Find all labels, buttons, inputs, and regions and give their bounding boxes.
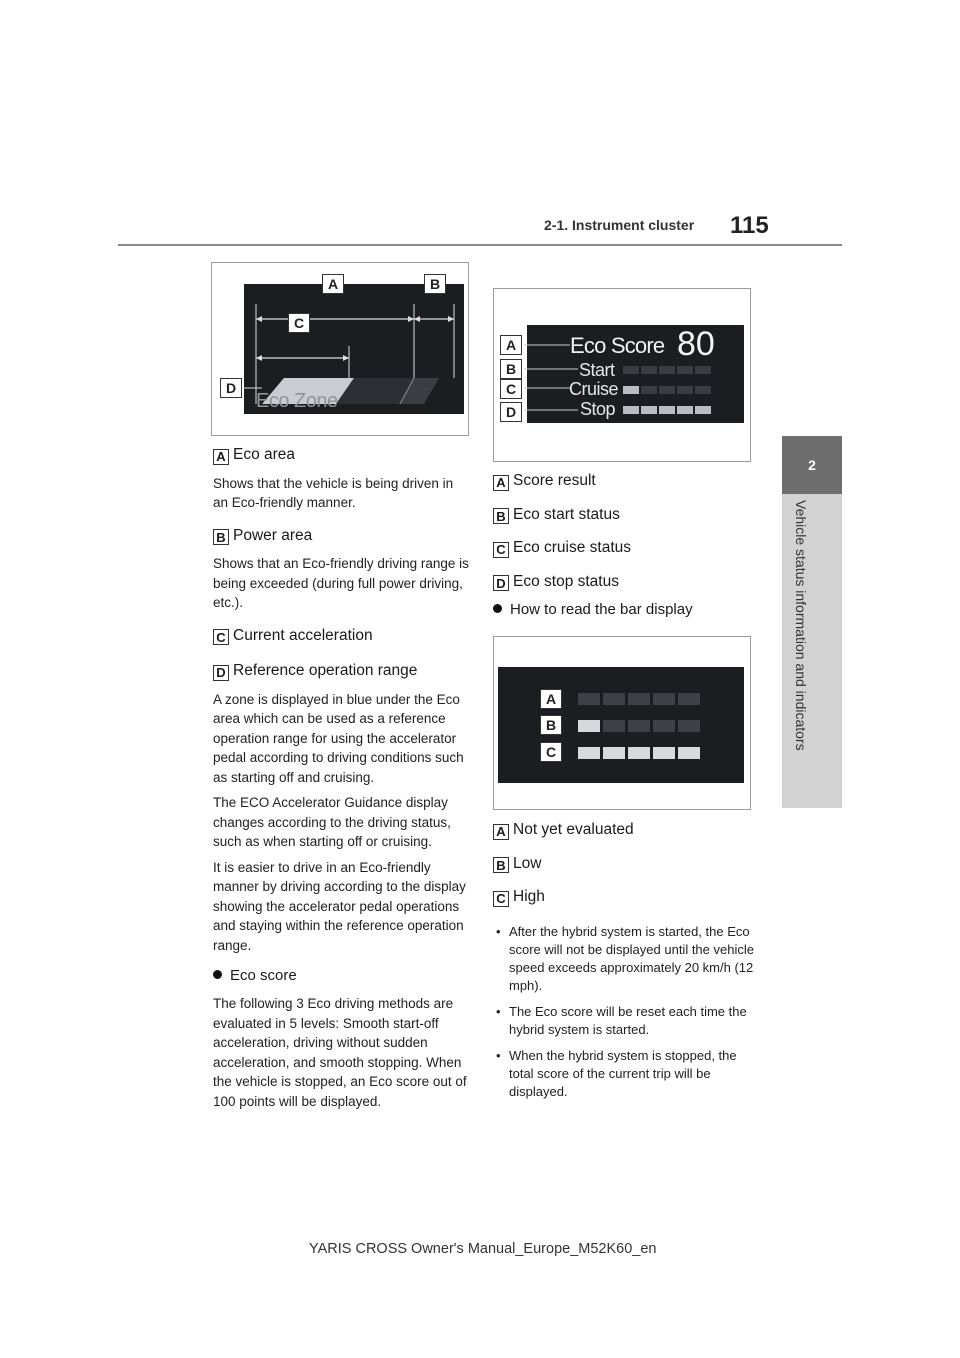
tag-c: C (493, 891, 509, 907)
item-high (493, 888, 755, 907)
eco-zone-screen-text: Eco Zone (256, 390, 338, 412)
fig2-label-d: D (500, 402, 522, 422)
level-segment (578, 720, 600, 732)
level-segment (678, 693, 700, 705)
item-body (213, 690, 469, 956)
item-not-evaluated (493, 821, 755, 840)
item-current-acceleration (213, 627, 469, 646)
level-segment (678, 720, 700, 732)
row-start-label: Start (579, 360, 615, 380)
level-segment (678, 747, 700, 759)
item-title: Reference operation range (233, 662, 418, 679)
level-segment (628, 720, 650, 732)
item-title: Eco cruise status (513, 539, 632, 556)
paragraph: The ECO Accelerator Guidance display changes according to the driving status, such as when starting off or cruising. (213, 795, 451, 849)
level-segment (628, 693, 650, 705)
row-cruise-label: Cruise (569, 379, 619, 399)
level-segment (603, 693, 625, 705)
fig2-label-a: A (500, 335, 522, 355)
level-segment (628, 747, 650, 759)
level-segment (603, 747, 625, 759)
level-segment (578, 747, 600, 759)
fig1-label-a: A (322, 274, 344, 294)
eco-score-value: 80 (677, 325, 715, 363)
eco-zone-figure (211, 262, 469, 436)
note: • When the hybrid system is stopped, the total score of the current trip will be displayed. (493, 1047, 755, 1101)
item-body (213, 474, 469, 513)
tag-a: A (493, 824, 509, 840)
fig2-label-b: B (500, 359, 522, 379)
eco-score-body (213, 994, 469, 1111)
left-column (213, 446, 469, 1117)
footer: YARIS CROSS Owner's Manual_Europe_M52K60_en (309, 1241, 657, 1257)
eco-score-figure (493, 288, 751, 462)
fig3-label-c: C (540, 742, 562, 762)
tag-c: C (493, 542, 509, 558)
note: • The Eco score will be reset each time the hybrid system is started. (493, 1003, 755, 1039)
tag-a: A (493, 475, 509, 491)
bullet-icon (213, 970, 222, 979)
level-segment (653, 693, 675, 705)
chapter-title: Vehicle status information and indicators (793, 500, 809, 751)
tag-d: D (493, 575, 509, 591)
fig3-label-b: B (540, 715, 562, 735)
item-eco-start (493, 506, 755, 525)
item-title: Eco stop status (513, 572, 619, 590)
item-body (213, 554, 469, 613)
heading-text: How to read the bar display (510, 601, 693, 618)
item-title: Power area (233, 526, 313, 544)
eco-zone-screen (244, 284, 464, 414)
paragraph: Shows that the vehicle is being driven in an Eco-friendly manner. (213, 475, 454, 510)
note: • After the hybrid system is started, the Eco score will not be displayed until the vehicle speed exceeds approximately 20 km/h (12 mph). (493, 923, 755, 995)
level-segment (603, 720, 625, 732)
section-title: 2-1. Instrument cluster (544, 217, 695, 233)
tag-b: B (213, 529, 229, 545)
fig1-label-b: B (424, 274, 446, 294)
item-score-result (493, 472, 755, 491)
header-rule (118, 244, 842, 246)
item-title: Score result (513, 472, 596, 489)
paragraph: It is easier to drive in an Eco-friendly manner by driving according to the display showing the accelerator pedal operations and staying within the reference operation range. (213, 859, 466, 953)
item-power-area (213, 527, 469, 546)
page-number: 115 (730, 212, 769, 239)
item-title: Current acceleration (233, 626, 373, 644)
bullet-icon (493, 604, 502, 613)
bar-legend (493, 821, 755, 1109)
tag-a: A (213, 449, 229, 465)
item-eco-area (213, 446, 469, 465)
bar-display-heading (493, 601, 755, 618)
fig2-label-c: C (500, 379, 522, 399)
paragraph: Shows that an Eco-friendly driving range is being exceeded (during full power driving, etc.). (213, 556, 469, 610)
eco-score-title: Eco Score (570, 333, 665, 358)
paragraph: The following 3 Eco driving methods are evaluated in 5 levels: Smooth start-off acceleration, driving without sudden acceleration, and smooth stopping. When the vehicle is stopped, an Eco score out of 100 points will be displayed. (213, 996, 467, 1109)
tag-d: D (213, 665, 229, 681)
chapter-number: 2 (808, 457, 816, 473)
item-title: Eco start status (513, 505, 620, 523)
paragraph: A zone is displayed in blue under the Eco area which can be used as a reference operation range for using the accelerator pedal according to driving conditions such as starting off and cruising. (213, 691, 464, 785)
level-segment (653, 720, 675, 732)
right-column (493, 472, 755, 618)
fig1-label-c: C (288, 313, 310, 333)
tag-c: C (213, 629, 229, 645)
heading-text: Eco score (230, 967, 297, 984)
item-reference-range (213, 662, 469, 681)
eco-score-leaders (494, 289, 750, 461)
row-stop-label: Stop (580, 399, 616, 419)
bar-display-screen (498, 667, 744, 783)
item-title: Eco area (233, 446, 296, 463)
item-eco-stop (493, 573, 755, 592)
notes (493, 923, 755, 1101)
fig1-label-d: D (220, 378, 242, 398)
item-title: Low (513, 854, 542, 872)
item-title: High (513, 888, 545, 905)
item-eco-cruise (493, 539, 755, 558)
bar-display-figure (493, 636, 751, 810)
item-low (493, 855, 755, 874)
eco-score-heading (213, 967, 469, 984)
tag-b: B (493, 857, 509, 873)
item-title: Not yet evaluated (513, 821, 634, 838)
tag-b: B (493, 508, 509, 524)
level-segment (653, 747, 675, 759)
level-segment (578, 693, 600, 705)
fig3-label-a: A (540, 689, 562, 709)
